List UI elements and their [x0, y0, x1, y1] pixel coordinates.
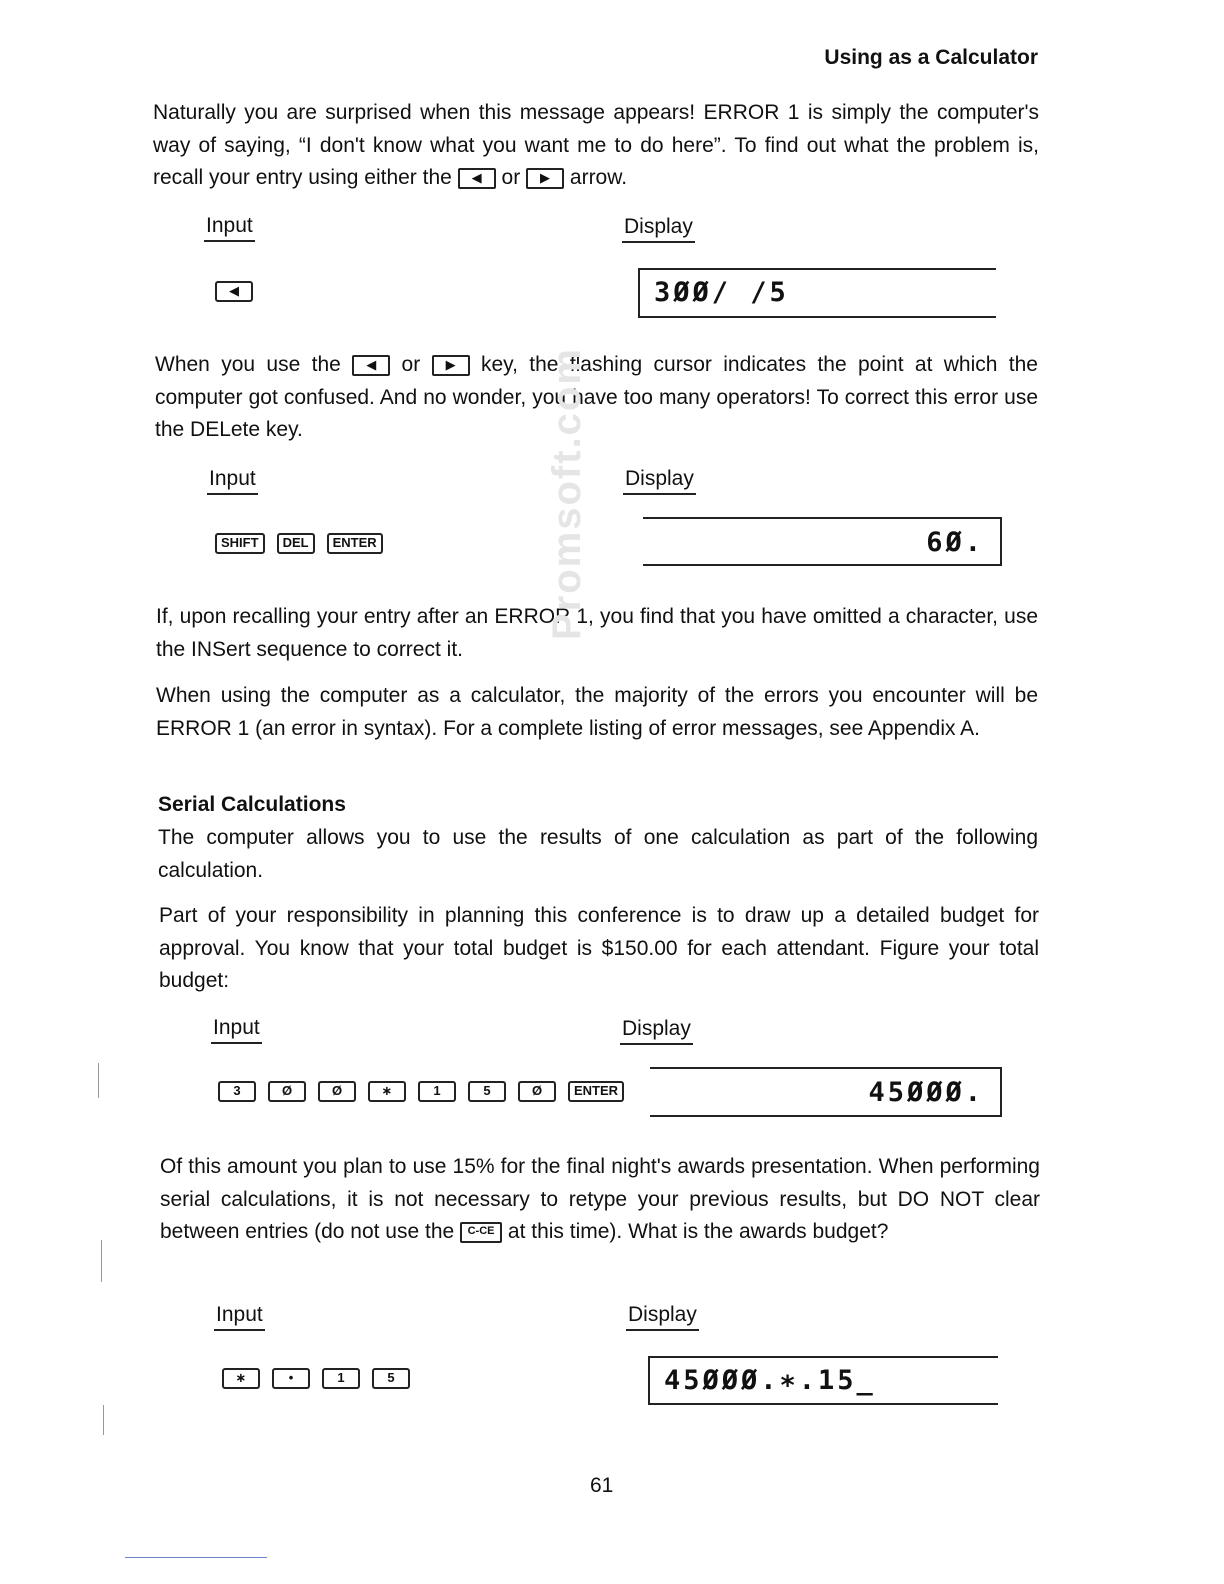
right-arrow-key-icon: ▶ [432, 355, 470, 376]
key-1: 1 [322, 1368, 360, 1389]
input-keys-2 [215, 533, 383, 554]
paragraph-text: or [501, 166, 521, 189]
input-label: Input [204, 214, 255, 242]
paragraph-text: Of this amount you plan to use 15% for the final night's awards presentation. When performing serial calculations, it is not necessary to retype your previous results, but DO NOT clear between entries (do not use the [160, 1155, 1040, 1243]
display-label: Display [623, 467, 696, 495]
delete-key: DEL [277, 533, 315, 554]
calculator-display-4: 45ØØØ.∗.15_ [648, 1356, 998, 1405]
watermark: Promsoft.com [545, 347, 589, 640]
scan-margin-mark [98, 1063, 99, 1098]
paragraph-error-intro [153, 97, 1039, 195]
decimal-point-key: • [272, 1368, 310, 1389]
scan-margin-mark [103, 1405, 104, 1435]
enter-key: ENTER [327, 533, 383, 554]
paragraph-text: or [401, 353, 421, 376]
shift-key: SHIFT [215, 533, 265, 554]
key-0: Ø [518, 1081, 556, 1102]
key-3: 3 [218, 1081, 256, 1102]
multiply-key: ∗ [222, 1368, 260, 1389]
clear-key-icon: C-CE [460, 1222, 502, 1243]
paragraph-insert: If, upon recalling your entry after an ERROR 1, you find that you have omitted a character, use the INSert sequence to correct it. [156, 605, 1038, 661]
scan-margin-mark [101, 1240, 102, 1282]
paragraph-serial-intro: The computer allows you to use the results of one calculation as part of the following calculation. [158, 826, 1038, 882]
key-1: 1 [418, 1081, 456, 1102]
page-number: 61 [590, 1474, 614, 1497]
input-label: Input [214, 1303, 265, 1331]
multiply-key: ∗ [368, 1081, 406, 1102]
calculator-display-3: 45ØØØ. [650, 1067, 1002, 1117]
right-arrow-key-icon: ▶ [526, 168, 564, 189]
display-label: Display [622, 215, 695, 243]
paragraph-text: When you use the [155, 353, 341, 376]
input-keys-3 [218, 1081, 624, 1102]
key-0: Ø [268, 1081, 306, 1102]
left-arrow-key-icon: ◀ [458, 168, 496, 189]
left-arrow-key-icon: ◀ [215, 281, 253, 302]
calculator-display-2: 6Ø. [643, 517, 1002, 566]
display-label: Display [626, 1303, 699, 1331]
paragraph-text: Naturally you are surprised when this message appears! ERROR 1 is simply the computer's way of saying, “I don't know what you want me to do here”. To find out what the problem is, recall your entry using either the [153, 101, 1039, 189]
left-arrow-key-icon: ◀ [352, 355, 390, 376]
scan-edge-line [125, 1557, 267, 1558]
section-heading: Serial Calculations [158, 793, 346, 816]
input-label: Input [211, 1016, 262, 1044]
key-5: 5 [468, 1081, 506, 1102]
paragraph-text: at this time). What is the awards budget? [507, 1220, 889, 1243]
paragraph-text: key, the flashing cursor indicates the point at which the computer got confused. And no wonder, you have too many operators! To correct this error use the DELete key. [155, 353, 1038, 441]
paragraph-budget: Part of your responsibility in planning this conference is to draw up a detailed budget for approval. You know that your total budget is $150.00 for each attendant. Figure your total budget: [159, 904, 1039, 992]
key-5: 5 [372, 1368, 410, 1389]
key-0: Ø [318, 1081, 356, 1102]
input-keys-4 [222, 1368, 410, 1389]
input-keys-1 [215, 281, 253, 302]
calculator-display-1: 3ØØ/ /5 [638, 268, 996, 318]
paragraph-text: arrow. [569, 166, 628, 189]
paragraph-cursor [155, 349, 1038, 447]
input-label: Input [207, 467, 258, 495]
display-label: Display [620, 1017, 693, 1045]
running-header: Using as a Calculator [824, 46, 1038, 69]
enter-key: ENTER [568, 1081, 624, 1102]
paragraph-awards [160, 1151, 1040, 1249]
paragraph-error-types: When using the computer as a calculator, the majority of the errors you encounter will be ERROR 1 (an error in syntax). For a complete listing of error messages, see Appendix A. [156, 684, 1038, 740]
